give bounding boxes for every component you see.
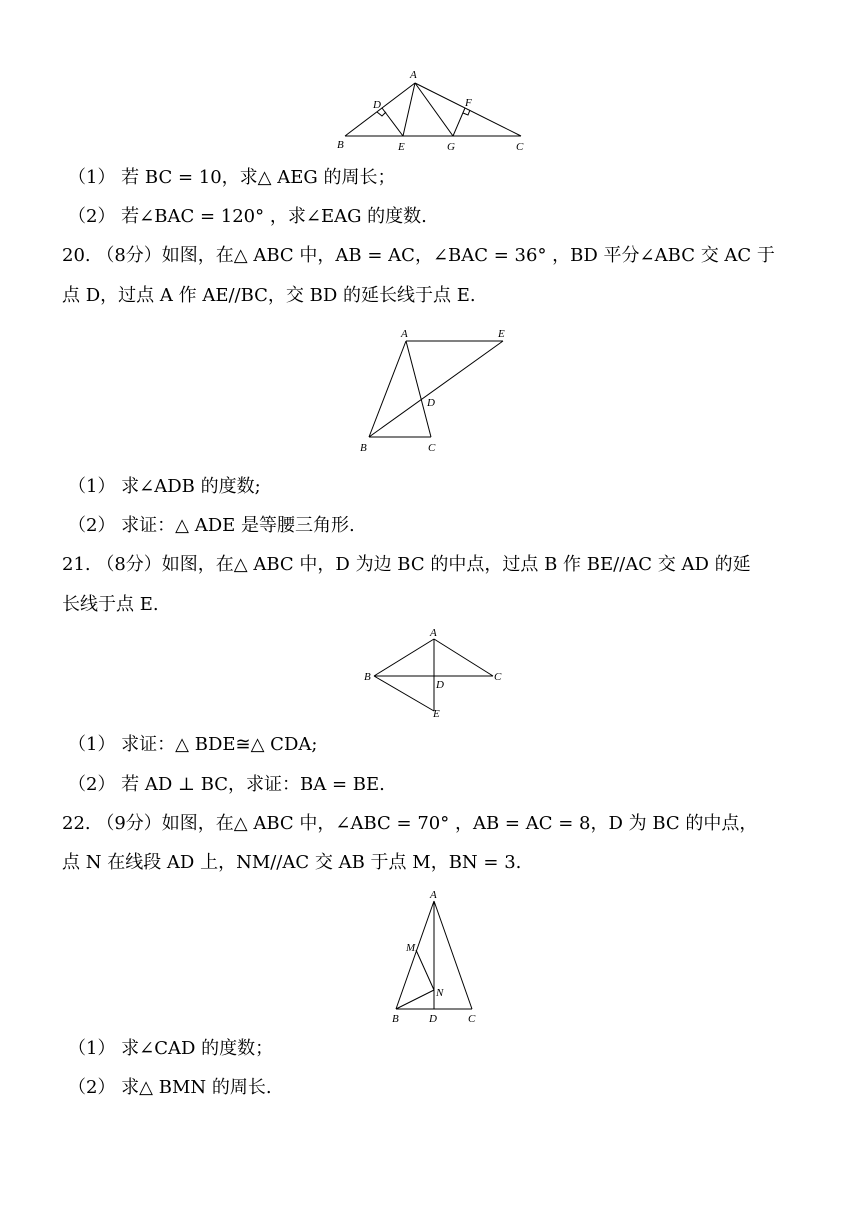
figure-q19 (335, 66, 535, 156)
q19-part1: （1） 若 BC = 10，求△ AEG 的周长； (68, 167, 396, 188)
q22-part1: （1） 求∠CAD 的度数； (68, 1038, 274, 1059)
q20-part1: （1） 求∠ADB 的度数; (68, 476, 261, 497)
fig21-label-c: C (494, 671, 502, 683)
fig19-label-d: D (373, 99, 381, 111)
fig20-label-a: A (401, 328, 408, 340)
q21-stem-line2: 长线于点 E. (62, 594, 159, 615)
fig19-label-g: G (447, 141, 455, 153)
fig21-label-a: A (430, 627, 437, 639)
fig22-label-b: B (392, 1013, 399, 1025)
q22-stem-line2: 点 N 在线段 AD 上，NM//AC 交 AB 于点 M，BN = 3. (62, 852, 522, 873)
fig20-label-b: B (360, 442, 367, 454)
fig20-label-c: C (428, 442, 436, 454)
fig21-label-b: B (364, 671, 371, 683)
q21-part1: （1） 求证：△ BDE≅△ CDA; (68, 734, 318, 755)
q22-stem-line1: 22. （9分）如图，在△ ABC 中，∠ABC = 70° ，AB = AC = 8，D 为 BC 的中点， (62, 813, 758, 834)
fig19-label-e: E (398, 141, 405, 153)
q21-part2: （2） 若 AD ⊥ BC，求证：BA = BE. (68, 774, 385, 795)
fig22-label-c: C (468, 1013, 476, 1025)
fig19-label-c: C (516, 141, 524, 153)
fig22-label-m: M (406, 942, 416, 954)
fig19-label-a: A (410, 69, 417, 81)
figure-q21 (360, 626, 510, 722)
q20-stem-line2: 点 D，过点 A 作 AE//BC，交 BD 的延长线于点 E. (62, 285, 476, 306)
fig19-label-b: B (337, 139, 344, 151)
figure-q20 (352, 320, 520, 465)
q20-stem-line1: 20. （8分）如图，在△ ABC 中，AB = AC，∠BAC = 36° ，BD 平分∠ABC 交 AC 于 (62, 245, 775, 266)
fig20-label-e: E (498, 328, 505, 340)
q21-stem-line1: 21. （8分）如图，在△ ABC 中，D 为边 BC 的中点，过点 B 作 BE//AC 交 AD 的延 (62, 554, 751, 575)
q20-part2: （2） 求证：△ ADE 是等腰三角形. (68, 515, 355, 536)
fig21-label-d: D (436, 679, 444, 691)
q19-part2: （2） 若∠BAC = 120° ，求∠EAG 的度数. (68, 206, 427, 227)
fig22-label-d: D (429, 1013, 437, 1025)
fig21-label-e: E (433, 708, 440, 720)
q22-part2: （2） 求△ BMN 的周长. (68, 1077, 272, 1098)
fig22-label-n: N (436, 987, 444, 999)
fig20-label-d: D (427, 397, 435, 409)
figure-q22 (384, 888, 484, 1026)
fig19-label-f: F (465, 97, 472, 109)
fig22-label-a: A (430, 889, 437, 901)
